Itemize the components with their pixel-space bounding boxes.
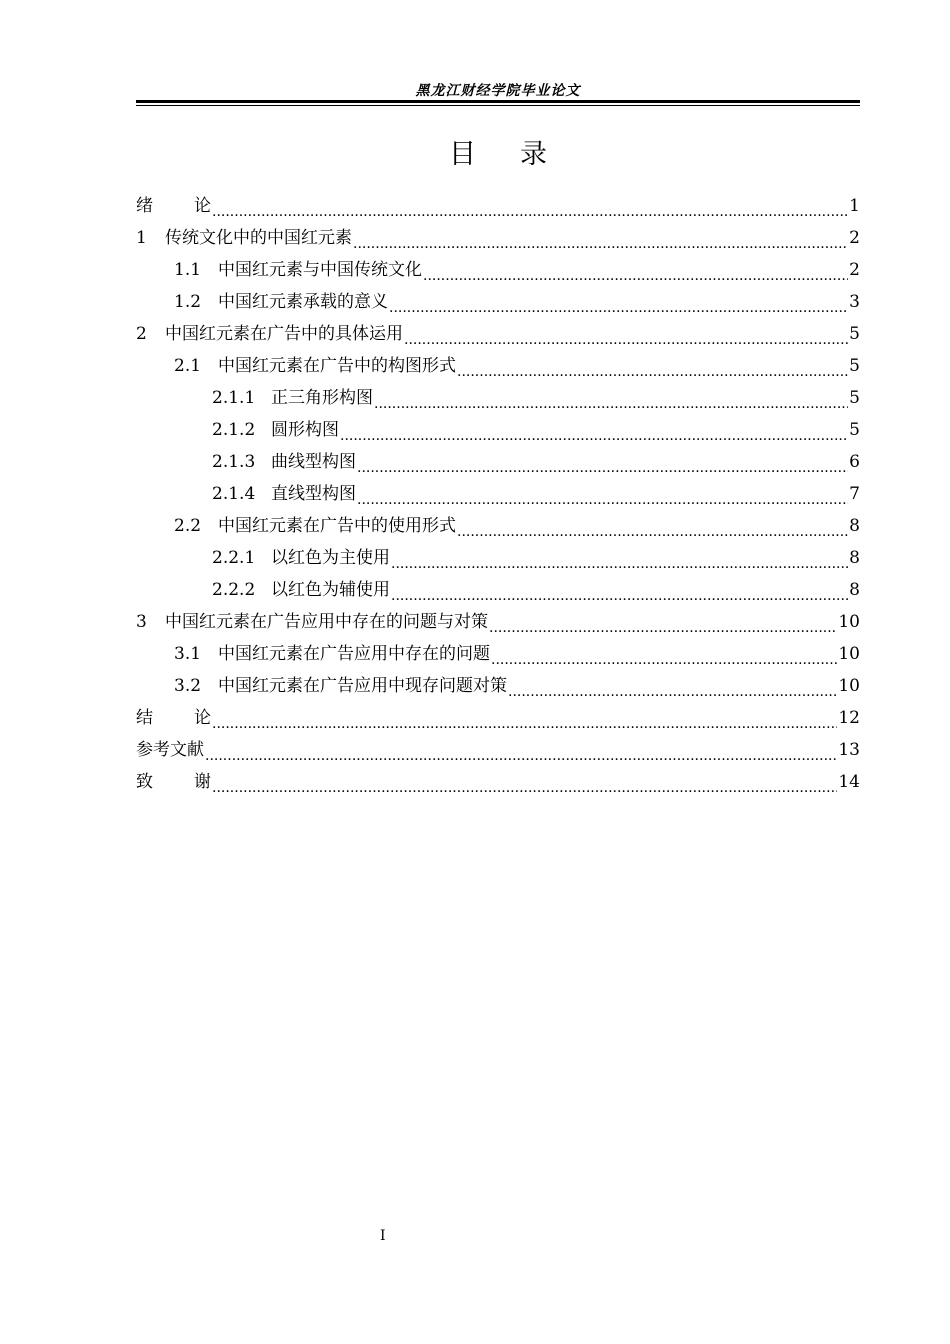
toc-title-part2: 录	[520, 139, 547, 170]
running-header: 黑龙江财经学院毕业论文	[415, 83, 581, 99]
toc-entry-number: 1	[136, 228, 147, 248]
toc-entry-page: 10	[838, 676, 860, 696]
toc-entry-page: 8	[849, 548, 860, 568]
toc-entry-text-first: 绪	[136, 196, 153, 216]
dot-leader	[353, 222, 848, 254]
toc-entry-page: 14	[838, 772, 860, 792]
toc-entry-number: 1.1	[174, 260, 202, 280]
toc-entry-text-first: 结	[136, 708, 153, 728]
dot-leader	[212, 766, 837, 798]
header-rule-thin	[136, 105, 860, 106]
toc-entry-number: 2.2.2	[212, 580, 256, 600]
toc-entry-number: 2	[136, 324, 147, 344]
dot-leader	[508, 670, 837, 702]
toc-entry-number: 2.1.1	[212, 388, 256, 408]
toc-entry-page: 12	[838, 708, 860, 728]
header-rule-thick	[136, 100, 860, 103]
dot-leader	[340, 414, 848, 446]
toc-entry-text: 传统文化中的中国红元素	[165, 228, 352, 248]
toc-entry-page: 5	[849, 324, 860, 344]
toc-entry-number: 1.2	[174, 292, 202, 312]
toc-entry[interactable]	[136, 734, 860, 766]
toc-entry-page: 5	[849, 388, 860, 408]
toc-entry-page: 3	[849, 292, 860, 312]
toc-entry-page: 7	[849, 484, 860, 504]
toc-entry-page: 8	[849, 580, 860, 600]
dot-leader	[389, 286, 848, 318]
toc-entry-page: 1	[849, 196, 860, 216]
toc-entry[interactable]	[136, 478, 860, 510]
toc-entry[interactable]	[136, 638, 860, 670]
toc-entry-page: 10	[838, 644, 860, 664]
toc-entry[interactable]	[136, 574, 860, 606]
toc-entry-text: 中国红元素在广告中的具体运用	[165, 324, 403, 344]
toc-entry[interactable]	[136, 382, 860, 414]
toc-entry-number: 2.1	[174, 356, 202, 376]
toc-entry-page: 2	[849, 260, 860, 280]
toc-entry[interactable]	[136, 190, 860, 222]
dot-leader	[391, 574, 848, 606]
toc-entry[interactable]	[136, 414, 860, 446]
toc-entry-number: 3.1	[174, 644, 202, 664]
toc-entry-page: 10	[838, 612, 860, 632]
toc-entry-page: 2	[849, 228, 860, 248]
toc-entry[interactable]	[136, 446, 860, 478]
toc-entry-text-first: 致	[136, 772, 153, 792]
toc-entry[interactable]	[136, 222, 860, 254]
toc-entry-text: 中国红元素在广告应用中存在的问题	[218, 644, 490, 664]
dot-leader	[374, 382, 848, 414]
toc-entry[interactable]	[136, 286, 860, 318]
toc-entry-page: 6	[849, 452, 860, 472]
dot-leader	[212, 702, 837, 734]
toc-entry-text: 中国红元素在广告应用中存在的问题与对策	[165, 612, 488, 632]
toc-entry-number: 2.1.2	[212, 420, 256, 440]
toc-entry-text: 以红色为主使用	[271, 548, 390, 568]
toc-entry-text: 直线型构图	[271, 484, 356, 504]
dot-leader	[457, 350, 848, 382]
toc-entry[interactable]	[136, 318, 860, 350]
dot-leader	[404, 318, 848, 350]
dot-leader	[423, 254, 848, 286]
toc-entry-text: 中国红元素承载的意义	[218, 292, 388, 312]
toc-entry-number: 3	[136, 612, 147, 632]
toc-entry-page: 8	[849, 516, 860, 536]
page-number: I	[380, 1228, 386, 1244]
dot-leader	[491, 638, 837, 670]
dot-leader	[489, 606, 837, 638]
dot-leader	[357, 446, 848, 478]
toc-entry-number: 2.2.1	[212, 548, 256, 568]
toc-entry[interactable]	[136, 766, 860, 798]
toc-title-part1: 目	[449, 139, 476, 170]
toc-entry[interactable]	[136, 702, 860, 734]
table-of-contents	[136, 190, 860, 798]
dot-leader	[357, 478, 848, 510]
toc-entry-text: 参考文献	[136, 740, 204, 760]
toc-entry-text: 曲线型构图	[271, 452, 356, 472]
dot-leader	[457, 510, 848, 542]
toc-entry-text: 中国红元素在广告中的使用形式	[218, 516, 456, 536]
toc-entry-text: 正三角形构图	[271, 388, 373, 408]
toc-entry-page: 5	[849, 420, 860, 440]
dot-leader	[391, 542, 848, 574]
toc-entry-page: 5	[849, 356, 860, 376]
toc-entry[interactable]	[136, 350, 860, 382]
toc-entry-page: 13	[838, 740, 860, 760]
toc-entry[interactable]	[136, 542, 860, 574]
toc-entry-text: 以红色为辅使用	[271, 580, 390, 600]
toc-entry-number: 2.2	[174, 516, 202, 536]
toc-entry[interactable]	[136, 254, 860, 286]
dot-leader	[205, 734, 837, 766]
toc-entry-text-second: 论	[194, 708, 211, 728]
toc-entry[interactable]	[136, 510, 860, 542]
toc-entry-text: 中国红元素在广告应用中现存问题对策	[218, 676, 507, 696]
toc-entry-number: 2.1.4	[212, 484, 256, 504]
toc-entry-number: 3.2	[174, 676, 202, 696]
toc-entry-number: 2.1.3	[212, 452, 256, 472]
toc-entry-text: 中国红元素与中国传统文化	[218, 260, 422, 280]
toc-entry-text-second: 论	[194, 196, 211, 216]
toc-entry[interactable]	[136, 670, 860, 702]
toc-entry-text-second: 谢	[194, 772, 211, 792]
dot-leader	[212, 190, 848, 222]
toc-title	[136, 132, 860, 171]
toc-entry-text: 中国红元素在广告中的构图形式	[218, 356, 456, 376]
toc-entry[interactable]	[136, 606, 860, 638]
toc-entry-text: 圆形构图	[271, 420, 339, 440]
